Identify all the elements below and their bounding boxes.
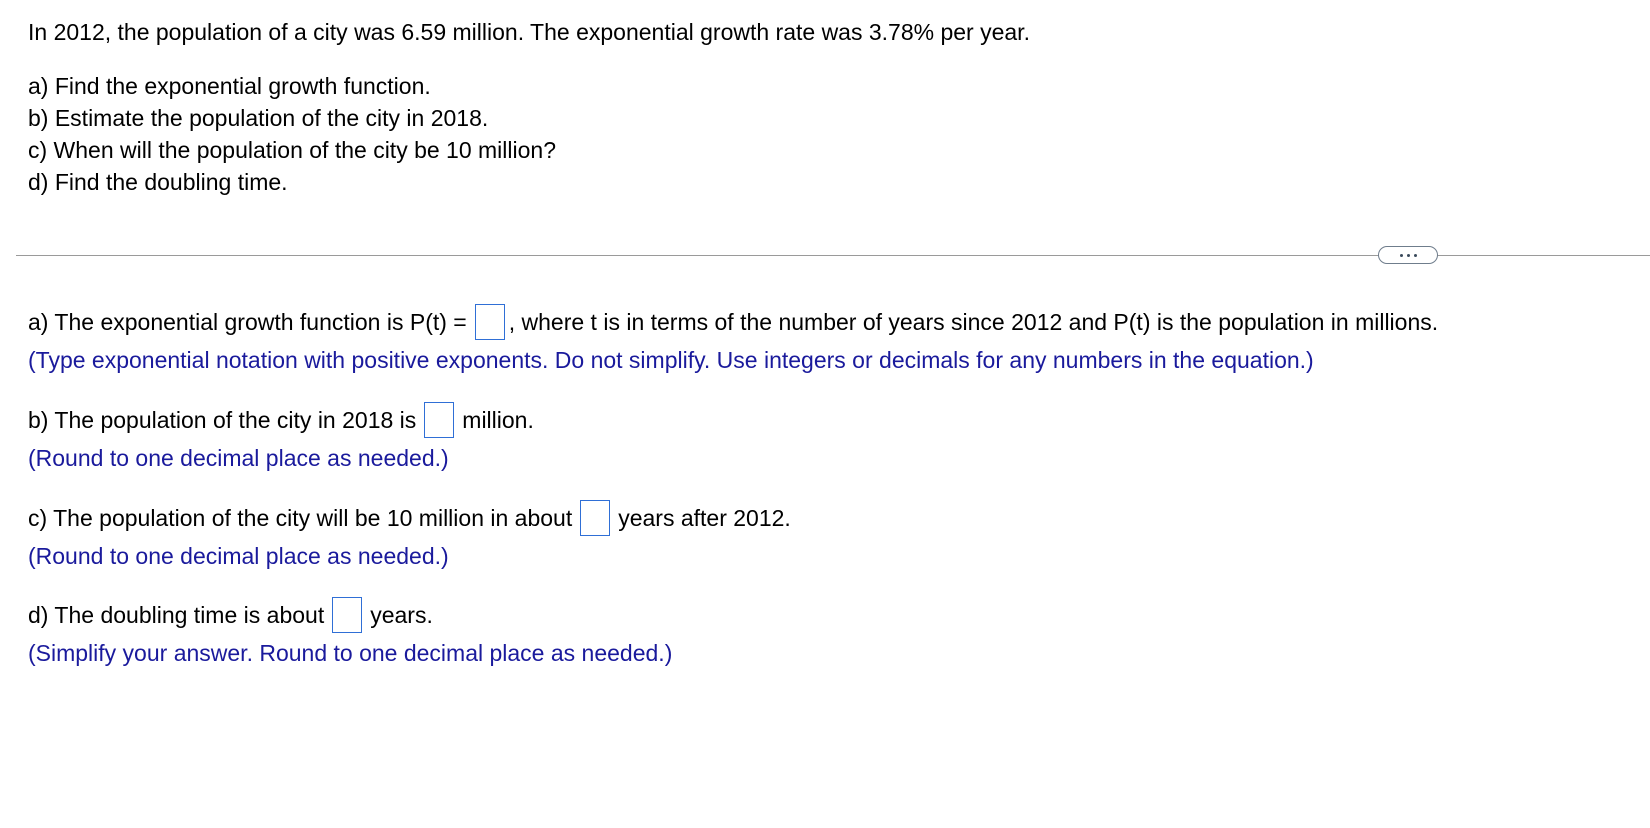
answer-a bbox=[28, 302, 1438, 376]
ellipsis-icon bbox=[1400, 254, 1403, 257]
problem-part-b: b) Estimate the population of the city in 2018. bbox=[28, 105, 489, 131]
answer-b-prompt: b) The population of the city in 2018 is bbox=[28, 406, 417, 433]
answer-b-input[interactable] bbox=[424, 402, 454, 438]
more-options-button[interactable] bbox=[1378, 246, 1438, 264]
ellipsis-icon bbox=[1414, 254, 1417, 257]
answer-d-prompt: d) The doubling time is about bbox=[28, 601, 325, 628]
problem-part-c: c) When will the population of the city be 10 million? bbox=[28, 137, 557, 163]
problem-intro: In 2012, the population of a city was 6.59 million. The exponential growth rate was 3.78% per year. bbox=[28, 19, 1030, 45]
ellipsis-icon bbox=[1407, 254, 1410, 257]
answer-a-prompt: a) The exponential growth function is P(t) = bbox=[28, 308, 467, 335]
answer-d-input[interactable] bbox=[332, 597, 362, 633]
answer-b-hint: (Round to one decimal place as needed.) bbox=[28, 445, 449, 471]
answer-a-hint: (Type exponential notation with positive exponents. Do not simplify. Use integers or decimals for any numbers in the equation.) bbox=[28, 347, 1314, 373]
answer-b bbox=[28, 400, 534, 474]
answer-a-suffix: , where t is in terms of the number of years since 2012 and P(t) is the population in millions. bbox=[508, 308, 1439, 335]
answer-d-hint: (Simplify your answer. Round to one decimal place as needed.) bbox=[28, 640, 673, 666]
answer-c-prompt: c) The population of the city will be 10 million in about bbox=[28, 504, 573, 531]
answer-d bbox=[28, 595, 672, 669]
problem-part-a: a) Find the exponential growth function. bbox=[28, 73, 431, 99]
answer-c-hint: (Round to one decimal place as needed.) bbox=[28, 543, 449, 569]
answer-c bbox=[28, 498, 791, 572]
answer-c-suffix: years after 2012. bbox=[618, 504, 791, 531]
answer-d-suffix: years. bbox=[370, 601, 433, 628]
problem-statement bbox=[28, 16, 1030, 198]
answer-a-input[interactable] bbox=[475, 304, 505, 340]
answer-c-input[interactable] bbox=[580, 500, 610, 536]
answer-b-suffix: million. bbox=[462, 406, 534, 433]
problem-part-d: d) Find the doubling time. bbox=[28, 169, 288, 195]
